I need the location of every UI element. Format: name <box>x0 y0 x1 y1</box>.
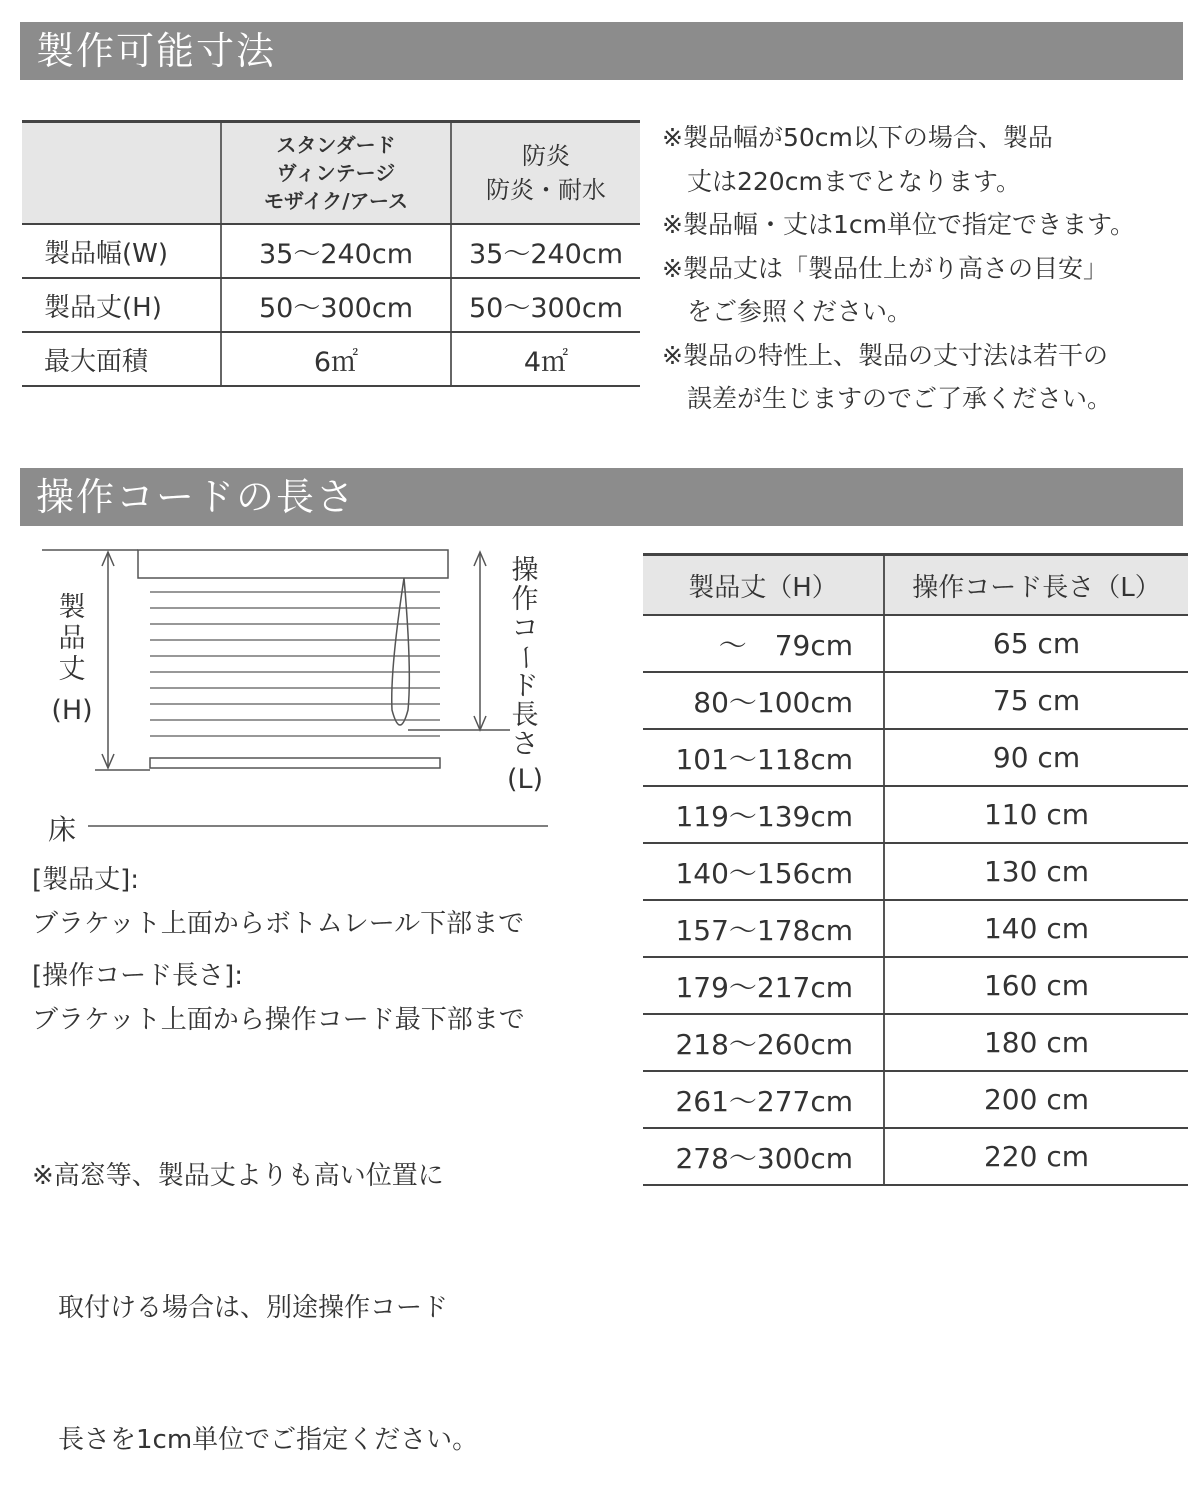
cord-note-line: 取付ける場合は、別途操作コード <box>32 1293 449 1323</box>
cord-label-char: ド <box>511 671 539 702</box>
spec-row-height <box>22 278 640 332</box>
spec-header-standard-line: ヴィンテージ <box>276 161 396 185</box>
cord-length-cell: 130 cm <box>884 843 1188 900</box>
section-title-cord-length: 操作コードの長さ <box>20 468 1183 526</box>
spec-header-standard <box>221 122 451 225</box>
cord-header-height: 製品丈（H） <box>643 555 884 616</box>
cord-height-cell: 119～139cm <box>643 786 884 843</box>
cord-length-label <box>508 556 542 794</box>
cord-height-cell: 218～260cm <box>643 1014 884 1071</box>
height-label <box>51 592 93 726</box>
spec-value-fire: 35～240cm <box>451 224 640 278</box>
cord-note-line: ※高窓等、製品丈よりも高い位置に <box>32 1161 444 1191</box>
spec-table-header <box>22 122 640 225</box>
cord-custom-note <box>32 1066 478 1506</box>
spec-row-label: 最大面積 <box>22 332 221 386</box>
cord-length-cell: 75 cm <box>884 672 1188 729</box>
cord-note-line: 長さを1cm単位でご指定ください。 <box>32 1425 479 1455</box>
cord-height-cell: 179～217cm <box>643 957 884 1014</box>
cord-height-cell: 157～178cm <box>643 900 884 957</box>
cord-length-cell: 180 cm <box>884 1014 1188 1071</box>
headrail <box>138 550 448 578</box>
operation-cord <box>392 578 410 725</box>
height-label-char: (H) <box>51 695 93 726</box>
spec-row-width <box>22 224 640 278</box>
height-label-char: 製 <box>58 592 86 623</box>
dimension-spec-table <box>22 120 640 387</box>
cord-length-cell: 200 cm <box>884 1071 1188 1128</box>
table-row <box>643 615 1188 672</box>
cord-length-cell: 90 cm <box>884 729 1188 786</box>
spec-row-label: 製品幅(W) <box>22 224 221 278</box>
table-row <box>643 957 1188 1014</box>
cord-height-cell: 278～300cm <box>643 1128 884 1185</box>
slats <box>150 592 440 736</box>
table-row <box>643 843 1188 900</box>
cord-length-table <box>643 553 1188 1186</box>
spec-row-label: 製品丈(H) <box>22 278 221 332</box>
spec-row-area <box>22 332 640 386</box>
cord-length-cell: 110 cm <box>884 786 1188 843</box>
cord-height-cell: 261～277cm <box>643 1071 884 1128</box>
cord-label-char: (L) <box>506 764 544 795</box>
spec-value-standard: 50～300cm <box>221 278 451 332</box>
spec-value-standard: 6㎡ <box>221 332 451 386</box>
cord-header-length: 操作コード長さ（L） <box>884 555 1188 616</box>
dimension-notes <box>662 116 1192 421</box>
cord-label-char: さ <box>511 729 539 760</box>
bottom-rail <box>150 758 440 768</box>
spec-header-fire-line: 防炎・耐水 <box>486 176 606 204</box>
spec-header-standard-line: スタンダード <box>276 133 396 157</box>
cord-height-cell: 80～100cm <box>643 672 884 729</box>
diagram-legend <box>32 860 525 1040</box>
note-item: ※製品幅・丈は1cm単位で指定できます。 <box>662 210 1135 239</box>
blind-diagram <box>20 540 560 846</box>
legend-cord-desc: ブラケット上面から操作コード最下部まで <box>32 1005 525 1035</box>
spec-header-fire-line: 防炎 <box>522 142 570 170</box>
note-item: ※製品の特性上、製品の丈寸法は若干の 誤差が生じますのでご了承ください。 <box>662 340 1113 413</box>
cord-length-cell: 65 cm <box>884 615 1188 672</box>
cord-length-cell: 140 cm <box>884 900 1188 957</box>
height-label-char: 品 <box>58 623 86 654</box>
table-row <box>643 729 1188 786</box>
table-row <box>643 1071 1188 1128</box>
spec-value-fire: 4㎡ <box>451 332 640 386</box>
cord-label-char: 長 <box>511 700 539 731</box>
spec-header-empty <box>22 122 221 225</box>
section-title-dimensions: 製作可能寸法 <box>20 22 1183 80</box>
cord-label-char: ー <box>509 644 541 671</box>
height-label-char: 丈 <box>58 654 86 685</box>
table-row <box>643 900 1188 957</box>
cord-height-cell: ～ 79cm <box>643 615 884 672</box>
cord-length-cell: 220 cm <box>884 1128 1188 1185</box>
note-item: ※製品丈は「製品仕上がり高さの目安」 をご参照ください。 <box>662 253 1108 326</box>
legend-cord-title: [操作コード長さ]: <box>32 961 244 991</box>
legend-height-desc: ブラケット上面からボトムレール下部まで <box>32 909 525 939</box>
blind-illustration <box>20 540 560 840</box>
spec-value-fire: 50～300cm <box>451 278 640 332</box>
cord-table-header <box>643 555 1188 616</box>
table-row <box>643 672 1188 729</box>
table-row <box>643 1014 1188 1071</box>
legend-height-title: [製品丈]: <box>32 865 140 895</box>
cord-label-char: コ <box>511 613 539 644</box>
table-row <box>643 786 1188 843</box>
table-row <box>643 1128 1188 1185</box>
floor-label: 床 <box>48 813 77 846</box>
cord-label-char: 作 <box>511 584 539 615</box>
cord-label-char: 操 <box>511 555 539 586</box>
note-item: ※製品幅が50cm以下の場合、製品 丈は220cmまでとなります。 <box>662 123 1053 196</box>
cord-height-cell: 140～156cm <box>643 843 884 900</box>
cord-height-cell: 101～118cm <box>643 729 884 786</box>
spec-header-fire <box>451 122 640 225</box>
spec-header-standard-line: モザイク/アース <box>264 189 408 213</box>
cord-length-cell: 160 cm <box>884 957 1188 1014</box>
spec-value-standard: 35～240cm <box>221 224 451 278</box>
